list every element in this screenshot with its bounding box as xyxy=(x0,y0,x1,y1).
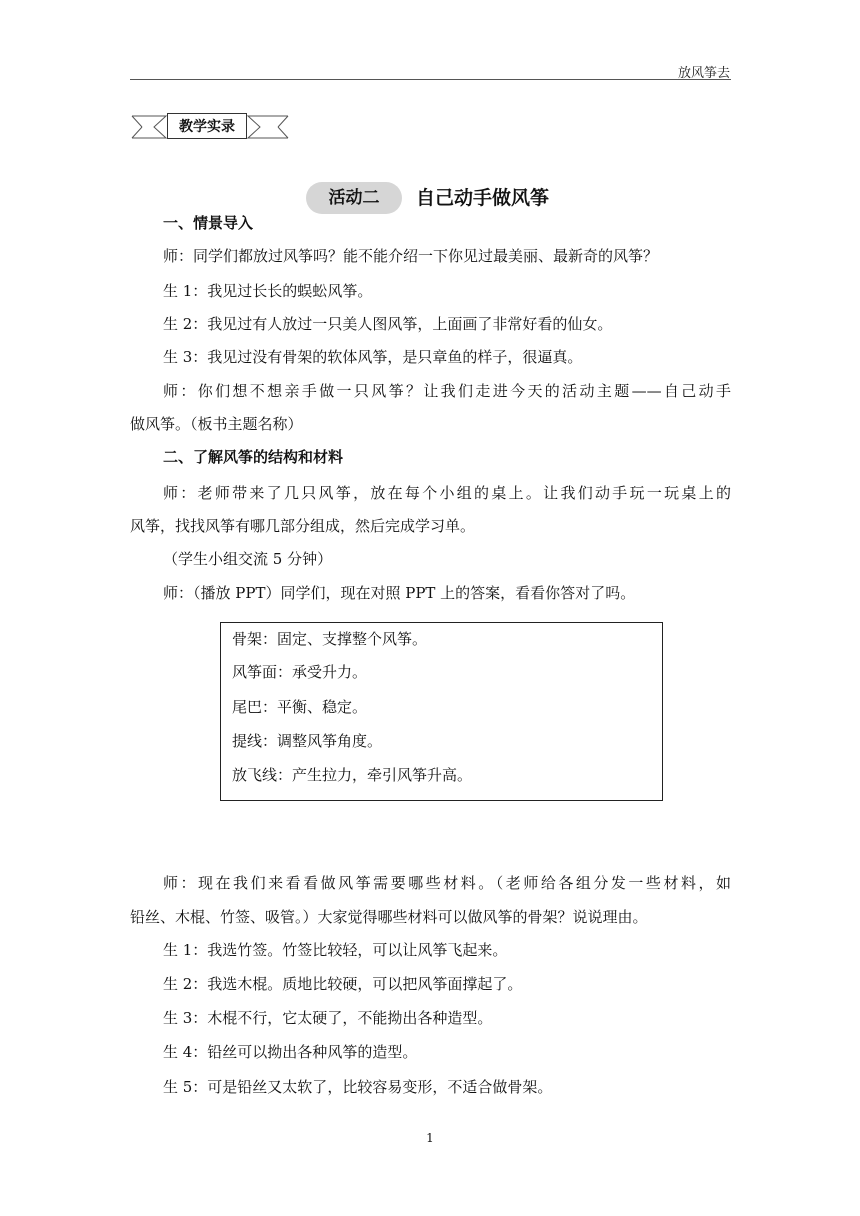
structure-item: 放飞线：产生拉力，牵引风筝升高。 xyxy=(232,766,473,784)
header-rule xyxy=(130,79,731,80)
page-number: 1 xyxy=(426,1131,434,1145)
heading-1: 一、情景导入 xyxy=(163,214,254,232)
paragraph: 师：（播放 PPT）同学们，现在对照 PPT 上的答案，看看你答对了吗。 xyxy=(163,584,636,602)
paragraph: （学生小组交流 5 分钟） xyxy=(163,550,333,568)
paragraph: 生 1：我见过长长的蜈蚣风筝。 xyxy=(163,282,373,300)
paragraph: 师：老师带来了几只风筝，放在每个小组的桌上。让我们动手玩一玩桌上的 xyxy=(163,484,731,502)
paragraph: 生 5：可是铅丝又太软了，比较容易变形，不适合做骨架。 xyxy=(163,1078,553,1096)
heading-2: 二、了解风筝的结构和材料 xyxy=(163,448,344,466)
paragraph: 生 4：铅丝可以拗出各种风筝的造型。 xyxy=(163,1043,418,1061)
paragraph: 生 2：我选木棍。质地比较硬，可以把风筝面撑起了。 xyxy=(163,975,523,993)
paragraph: 生 3：木棍不行，它太硬了，不能拗出各种造型。 xyxy=(163,1009,493,1027)
paragraph: 师：你们想不想亲手做一只风筝？让我们走进今天的活动主题——自己动手 xyxy=(163,382,731,400)
structure-item: 尾巴：平衡、稳定。 xyxy=(232,698,368,716)
activity-title: 自己动手做风筝 xyxy=(416,187,550,209)
paragraph: 生 2：我见过有人放过一只美人图风筝，上面画了非常好看的仙女。 xyxy=(163,315,613,333)
structure-item: 风筝面：承受升力。 xyxy=(232,663,368,681)
section-label: 教学实录 xyxy=(167,113,247,139)
structure-item: 骨架：固定、支撑整个风筝。 xyxy=(232,630,428,648)
structure-item: 提线：调整风筝角度。 xyxy=(232,732,383,750)
paragraph: 师：同学们都放过风筝吗？能不能介绍一下你见过最美丽、最新奇的风筝？ xyxy=(163,247,659,265)
paragraph-continuation: 风筝，找找风筝有哪几部分组成，然后完成学习单。 xyxy=(130,517,476,535)
paragraph: 师：现在我们来看看做风筝需要哪些材料。（老师给各组分发一些材料，如 xyxy=(163,874,731,892)
paragraph: 生 3：我见过没有骨架的软体风筝，是只章鱼的样子，很逼真。 xyxy=(163,348,583,366)
header-title: 放风筝去 xyxy=(677,66,730,81)
paragraph-continuation: 铅丝、木棍、竹签、吸管。）大家觉得哪些材料可以做风筝的骨架？说说理由。 xyxy=(130,908,648,926)
paragraph-continuation: 做风筝。（板书主题名称） xyxy=(130,415,303,433)
paragraph: 生 1：我选竹签。竹签比较轻，可以让风筝飞起来。 xyxy=(163,941,508,959)
activity-tag: 活动二 xyxy=(306,182,402,214)
